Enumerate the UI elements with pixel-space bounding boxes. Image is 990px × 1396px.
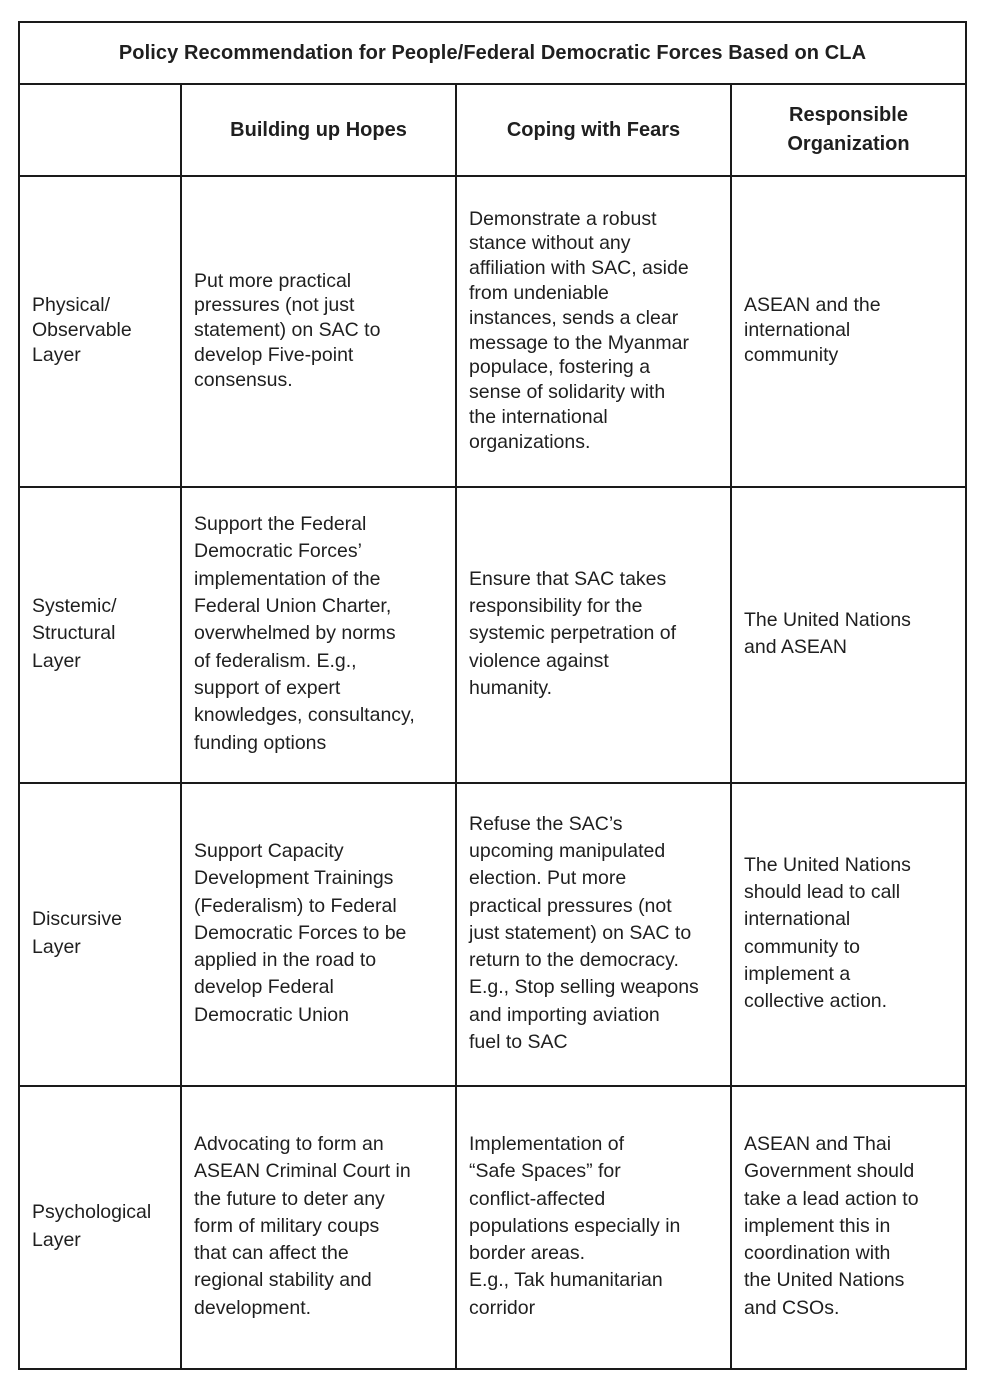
table-row [20, 1085, 965, 1368]
organization-cell: ASEAN and Thai Government should take a lead action to implement this in coordination with the United Nations and CSOs. [744, 1132, 919, 1319]
table-row [20, 486, 965, 784]
organization-cell: The United Nations and ASEAN [744, 608, 911, 658]
table-title: Policy Recommendation for People/Federal Democratic Forces Based on CLA [20, 23, 965, 85]
fears-cell: Implementation of “Safe Spaces” for conflict-affected populations especially in border areas. E.g., Tak humanitarian corridor [457, 1085, 732, 1368]
header-coping-with-fears: Coping with Fears [457, 85, 732, 175]
hopes-cell: Put more practical pressures (not just statement) on SAC to develop Five-point consensus. [182, 175, 457, 486]
layer-cell: Physical/ Observable Layer [20, 175, 182, 486]
policy-recommendation-table [18, 21, 967, 1370]
fears-cell: Demonstrate a robust stance without any affiliation with SAC, aside from undeniable instances, sends a clear message to the Myanmar populace, fostering a sense of solidarity with the international organizations. [457, 175, 732, 486]
fears-cell: Refuse the SAC’s upcoming manipulated election. Put more practical pressures (not just statement) on SAC to return to the democracy. E.g., Stop selling weapons and importing aviation fuel to SAC [457, 782, 732, 1085]
organization-cell: The United Nations should lead to call international community to implement a collective action. [744, 853, 911, 1013]
layer-cell: Discursive Layer [20, 782, 182, 1085]
organization-cell: ASEAN and the international community [744, 294, 881, 366]
layer-cell: Psychological Layer [20, 1085, 182, 1368]
table-header-row [20, 85, 965, 177]
table-row [20, 175, 965, 488]
header-layer [20, 85, 182, 175]
hopes-cell: Support the Federal Democratic Forces’ implementation of the Federal Union Charter, overwhelmed by norms of federalism. E.g., support of expert knowledges, consultancy, funding options [182, 486, 457, 782]
layer-cell: Systemic/ Structural Layer [20, 486, 182, 782]
fears-cell: Ensure that SAC takes responsibility for the systemic perpetration of violence against humanity. [457, 486, 732, 782]
header-responsible-organization: Responsible Organization [787, 104, 910, 155]
header-building-up-hopes: Building up Hopes [182, 85, 457, 175]
hopes-cell: Support Capacity Development Trainings (Federalism) to Federal Democratic Forces to be applied in the road to develop Federal Democratic Union [182, 782, 457, 1085]
hopes-cell: Advocating to form an ASEAN Criminal Court in the future to deter any form of military coups that can affect the regional stability and development. [182, 1085, 457, 1368]
table-row [20, 782, 965, 1087]
